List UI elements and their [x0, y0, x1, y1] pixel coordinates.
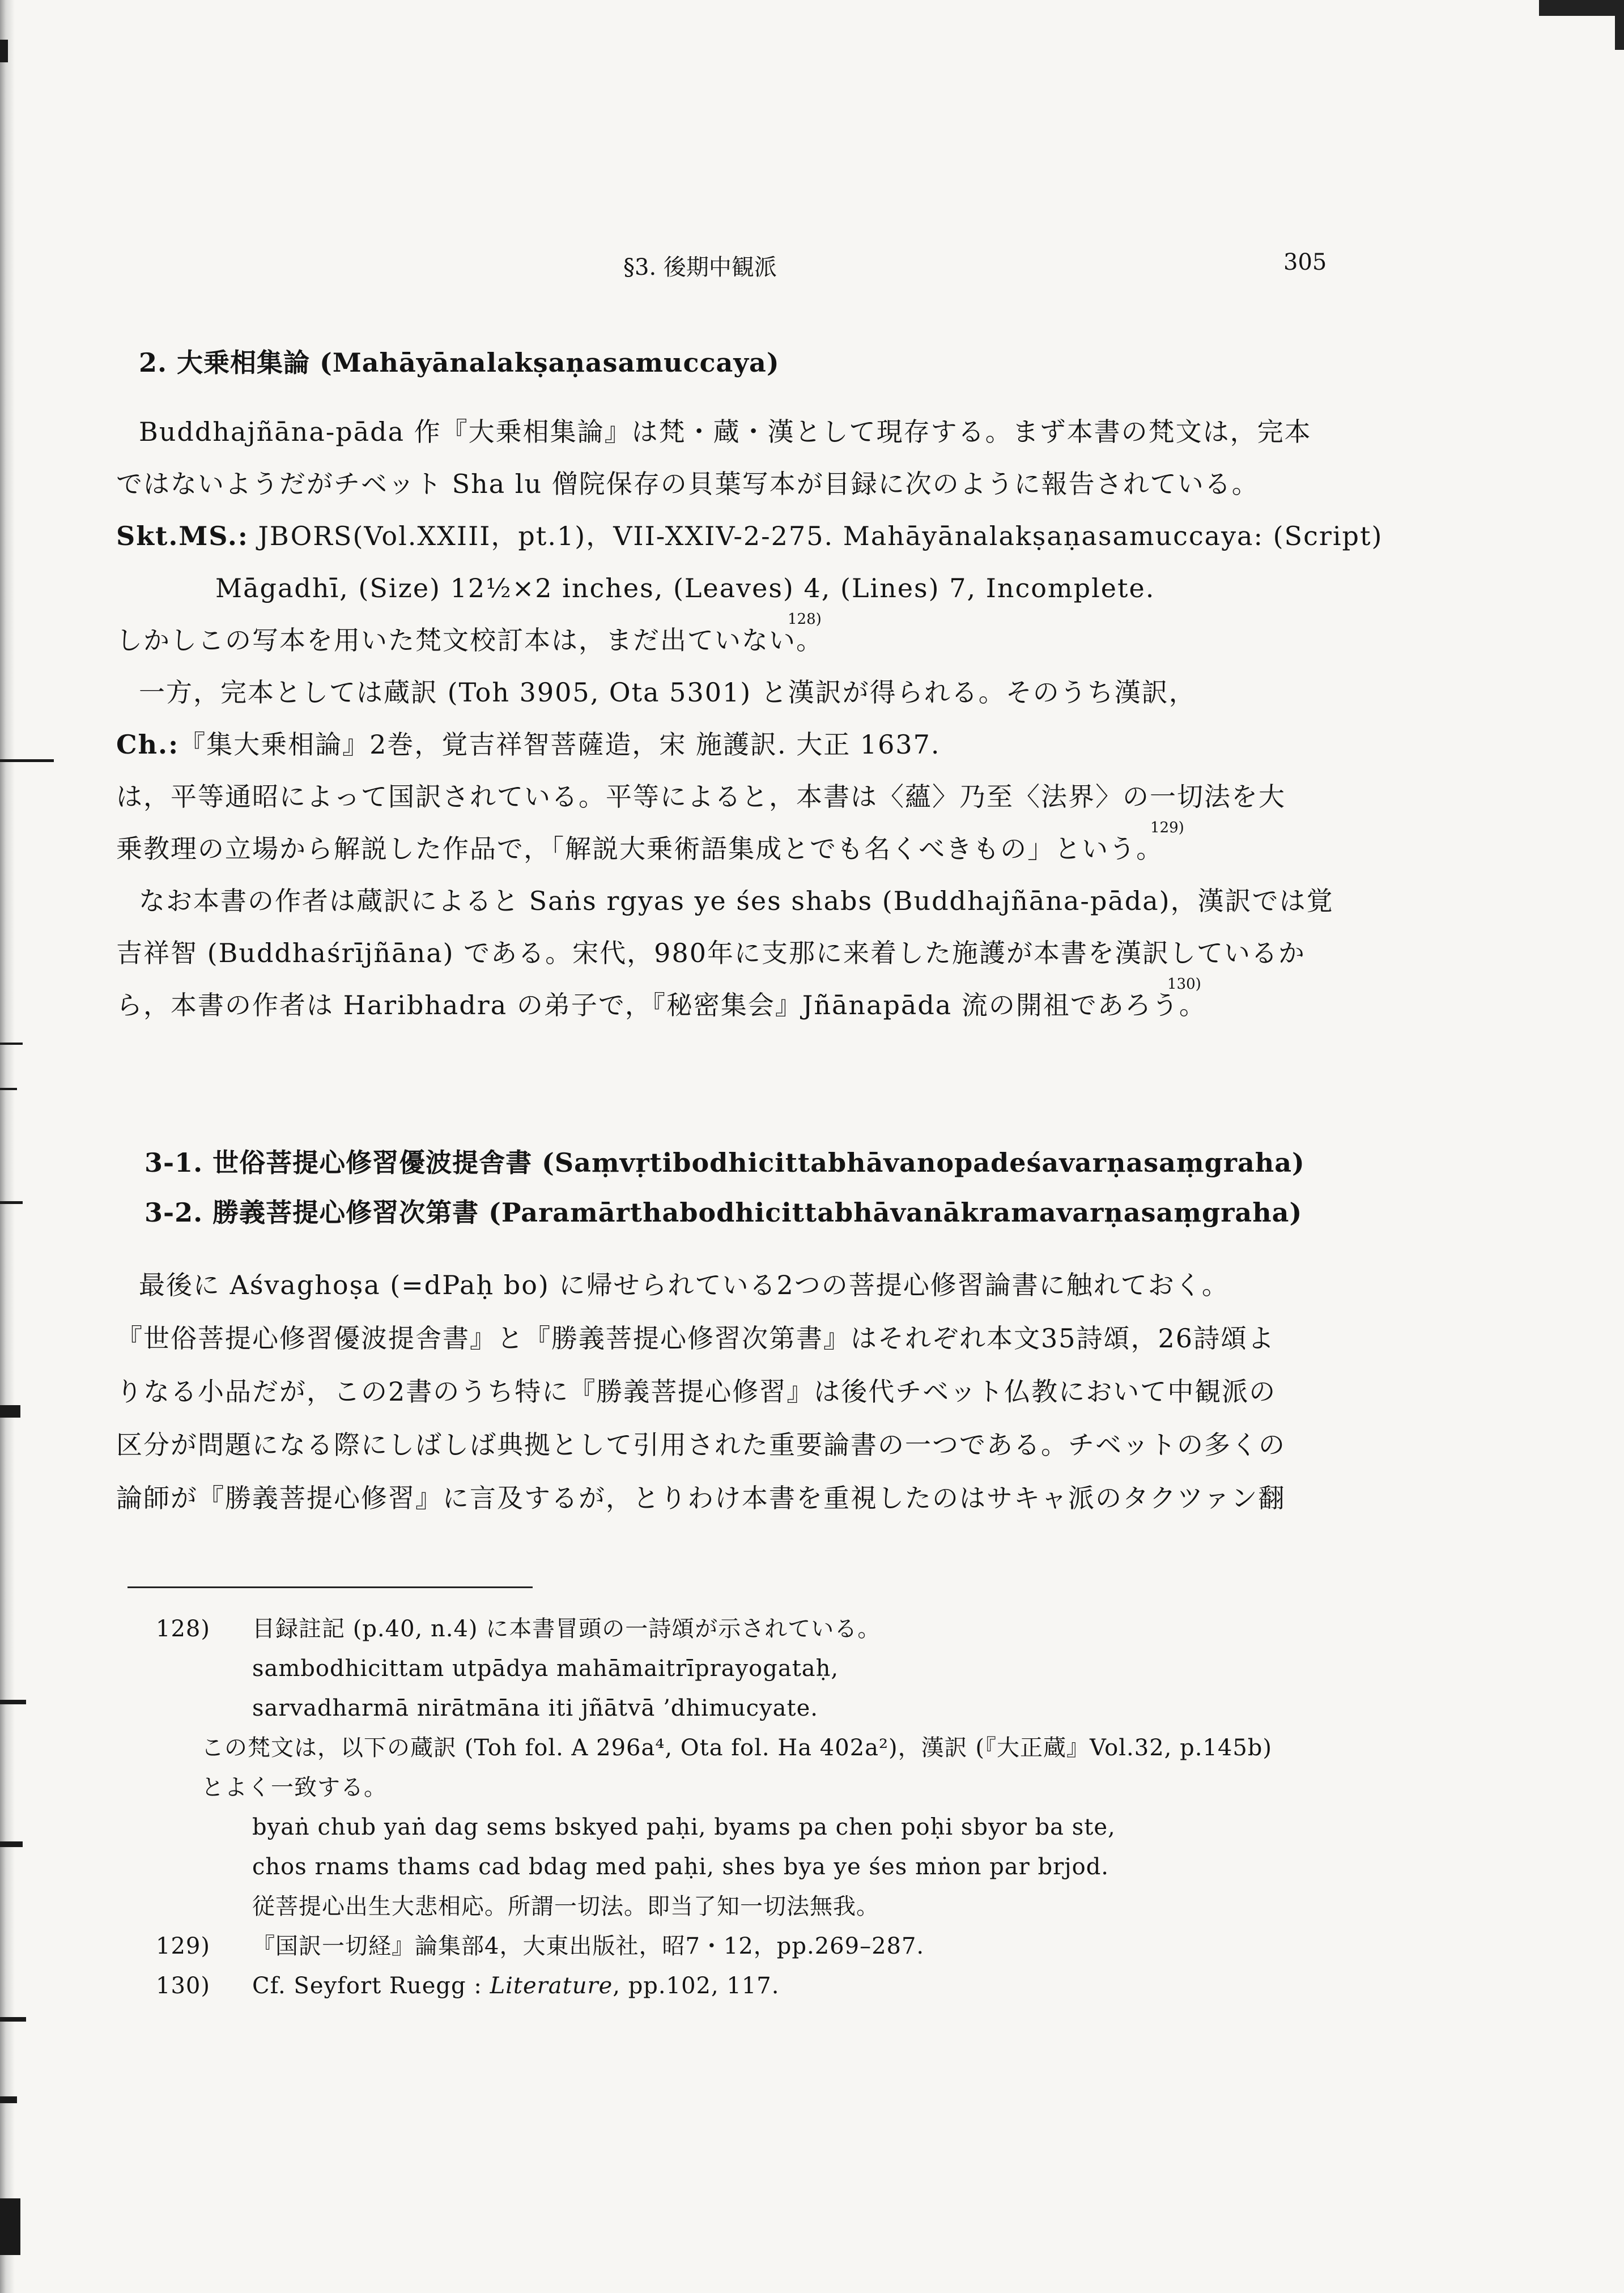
body-line: 一方，完本としては蔵訳 (Toh 3905, Ota 5301) と漢訳が得られる。そのうち漢訳， [139, 677, 1196, 708]
footnote-text: 従菩提心出生大悲相応。所謂一切法。即当了知一切法無我。 [252, 1894, 879, 1920]
body-line: 最後に Aśvaghoṣa (=dPaḥ bo) に帰せられている2つの菩提心修習論書に触れておく。 [139, 1270, 1229, 1300]
body-line: しかしこの写本を用いた梵文校訂本は，まだ出ていない。 [116, 625, 823, 656]
page-number: 305 [1283, 249, 1327, 275]
footnote-number: 129) [156, 1933, 210, 1959]
footnote-ref: 129) [1150, 819, 1184, 836]
scan-edge-mark [0, 1700, 26, 1704]
section-heading: 3-2. 勝義菩提心修習次第書 (Paramārthabodhicittabhāvanākramavarṇasaṃgraha) [144, 1197, 1303, 1228]
footnote-text: この梵文は，以下の蔵訳 (Toh fol. A 296a⁴, Ota fol. Ha 402a²)，漢訳 (『大正蔵』Vol.32, p.145b) [201, 1735, 1272, 1761]
running-header: §3. 後期中観派 [623, 254, 777, 280]
scan-edge-mark [0, 2198, 20, 2255]
footnote-text: sambodhicittam utpādya mahāmaitrīprayogataḥ, [252, 1656, 839, 1682]
body-line: は，平等通昭によって国訳されている。平等によると，本書は〈蘊〉乃至〈法界〉の一切法を大 [116, 781, 1286, 812]
skt-ms-text: JBORS(Vol.XXIII，pt.1)，VII-XXIV-2-275. Mahāyānalakṣaṇasamuccaya: (Script) [258, 521, 1383, 551]
scan-edge-mark [0, 1405, 20, 1418]
footnote-text [252, 1972, 779, 2000]
footnote-text: byaṅ chub yaṅ dag sems bskyed paḥi, byams pa chen poḥi sbyor ba ste, [252, 1814, 1116, 1840]
citation-pages: , pp.102, 117. [613, 1973, 780, 1999]
footnote-text: sarvadharmā nirātmāna iti jñātvā ’dhimucyate. [252, 1695, 818, 1721]
scan-edge-mark [0, 1201, 23, 1204]
body-line: ではないようだがチベット Sha lu 僧院保存の貝葉写本が目録に次のように報告されている。 [116, 469, 1259, 499]
body-line: 乗教理の立場から解説した作品で，「解説大乗術語集成とでも名くべきもの」という。 [116, 833, 1164, 864]
footnote-ref: 130) [1167, 976, 1201, 993]
ch-label: Ch.: [116, 729, 180, 760]
citation-prefix: Cf. Seyfort Ruegg : [252, 1973, 490, 1999]
footnote-text: chos rnams thams cad bdag med paḥi, shes bya ye śes mṅon par brjod. [252, 1854, 1109, 1880]
footnote-text: 『国訳一切経』論集部4，大東出版社，昭7・12，pp.269–287. [252, 1933, 925, 1959]
footnote-text: とよく一致する。 [201, 1775, 387, 1801]
scan-edge-mark [0, 1841, 23, 1847]
scan-edge-mark [0, 1043, 23, 1045]
scan-edge-mark [0, 2017, 26, 2022]
footnote-ref: 128) [788, 611, 822, 628]
body-line: りなる小品だが，この2書のうち特に『勝義菩提心修習』は後代チベット仏教において中観派の [116, 1376, 1277, 1407]
citation-title: Literature [490, 1973, 613, 1999]
scan-edge-mark [0, 759, 54, 762]
body-line: 論師が『勝義菩提心修習』に言及するが，とりわけ本書を重視したのはサキャ派のタクツァン翻 [116, 1483, 1286, 1513]
body-line: なお本書の作者は蔵訳によると Saṅs rgyas ye śes shabs (Buddhajñāna-pāda)，漢訳では覚 [139, 886, 1334, 916]
ch-text: 『集大乗相論』2巻，覚吉祥智菩薩造，宋 施護訳. 大正 1637. [179, 729, 941, 760]
footnote-number: 130) [156, 1973, 210, 1999]
footnote-text: 目録註記 (p.40, n.4) に本書冒頭の一詩頌が示されている。 [252, 1616, 881, 1642]
scan-corner-mark [1539, 0, 1624, 16]
body-line: Māgadhī, (Size) 12½×2 inches, (Leaves) 4, (Lines) 7, Incomplete. [215, 573, 1155, 603]
footnote-divider [127, 1586, 533, 1588]
section-heading: 2. 大乗相集論 (Mahāyānalakṣaṇasamuccaya) [139, 347, 780, 378]
body-line: 『世俗菩提心修習優波提舎書』と『勝義菩提心修習次第書』はそれぞれ本文35詩頌，26詩頌よ [116, 1323, 1276, 1354]
body-line: ら，本書の作者は Haribhadra の弟子で，『秘密集会』Jñānapāda 流の開祖であろう。 [116, 990, 1206, 1020]
skt-line [116, 520, 1383, 552]
ch-line [116, 729, 941, 760]
scan-edge-mark [0, 2096, 17, 2103]
skt-ms-label: Skt.MS.: [116, 521, 249, 551]
body-line: Buddhajñāna-pāda 作『大乗相集論』は梵・蔵・漢として現存する。まず本書の梵文は，完本 [139, 416, 1312, 447]
footnote-number: 128) [156, 1616, 210, 1642]
scan-edge-mark [0, 1088, 17, 1090]
scan-edge-shadow [0, 0, 15, 2293]
body-line: 区分が問題になる際にしばしば典拠として引用された重要論書の一つである。チベットの多くの [116, 1430, 1286, 1460]
scan-corner-mark [1615, 16, 1624, 50]
scan-edge-mark [0, 40, 8, 62]
section-heading: 3-1. 世俗菩提心修習優波提舎書 (Saṃvṛtibodhicittabhāvanopadeśavarṇasaṃgraha) [144, 1147, 1305, 1178]
body-line: 吉祥智 (Buddhaśrījñāna) である。宋代，980年に支那に来着した施護が本書を漢訳しているか [116, 938, 1306, 968]
